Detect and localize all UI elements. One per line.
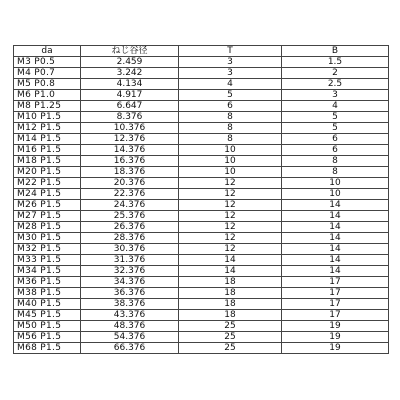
root-diameter-cell: 38.376 bbox=[81, 299, 179, 310]
root-diameter-cell: 36.376 bbox=[81, 288, 179, 299]
thread-size-cell: M56 P1.5 bbox=[14, 332, 81, 343]
t-cell: 12 bbox=[179, 211, 282, 222]
b-cell: 14 bbox=[282, 211, 389, 222]
table-row bbox=[14, 134, 389, 145]
root-diameter-cell: 4.917 bbox=[81, 90, 179, 101]
table-row bbox=[14, 321, 389, 332]
t-cell: 12 bbox=[179, 233, 282, 244]
b-cell: 17 bbox=[282, 299, 389, 310]
table-row bbox=[14, 178, 389, 189]
thread-size-cell: M4 P0.7 bbox=[14, 68, 81, 79]
thread-size-cell: M22 P1.5 bbox=[14, 178, 81, 189]
root-diameter-cell: 48.376 bbox=[81, 321, 179, 332]
thread-size-cell: M45 P1.5 bbox=[14, 310, 81, 321]
thread-size-cell: M8 P1.25 bbox=[14, 101, 81, 112]
table-row bbox=[14, 277, 389, 288]
table-row bbox=[14, 57, 389, 68]
t-cell: 8 bbox=[179, 112, 282, 123]
b-cell: 5 bbox=[282, 112, 389, 123]
table-row bbox=[14, 343, 389, 354]
thread-size-cell: M3 P0.5 bbox=[14, 57, 81, 68]
thread-size-cell: M5 P0.8 bbox=[14, 79, 81, 90]
t-cell: 4 bbox=[179, 79, 282, 90]
root-diameter-cell: 3.242 bbox=[81, 68, 179, 79]
b-cell: 14 bbox=[282, 222, 389, 233]
root-diameter-cell: 22.376 bbox=[81, 189, 179, 200]
table-row bbox=[14, 288, 389, 299]
thread-size-cell: M38 P1.5 bbox=[14, 288, 81, 299]
t-cell: 5 bbox=[179, 90, 282, 101]
thread-size-cell: M10 P1.5 bbox=[14, 112, 81, 123]
root-diameter-cell: 26.376 bbox=[81, 222, 179, 233]
b-cell: 3 bbox=[282, 90, 389, 101]
table-row bbox=[14, 68, 389, 79]
root-diameter-cell: 20.376 bbox=[81, 178, 179, 189]
b-cell: 17 bbox=[282, 310, 389, 321]
thread-size-cell: M20 P1.5 bbox=[14, 167, 81, 178]
table-row bbox=[14, 266, 389, 277]
root-diameter-cell: 4.134 bbox=[81, 79, 179, 90]
table-row bbox=[14, 156, 389, 167]
column-header-t: T bbox=[179, 46, 282, 57]
root-diameter-cell: 66.376 bbox=[81, 343, 179, 354]
t-cell: 3 bbox=[179, 57, 282, 68]
root-diameter-cell: 6.647 bbox=[81, 101, 179, 112]
t-cell: 10 bbox=[179, 156, 282, 167]
b-cell: 5 bbox=[282, 123, 389, 134]
b-cell: 8 bbox=[282, 156, 389, 167]
table-row bbox=[14, 101, 389, 112]
thread-size-cell: M6 P1.0 bbox=[14, 90, 81, 101]
t-cell: 18 bbox=[179, 299, 282, 310]
thread-size-cell: M28 P1.5 bbox=[14, 222, 81, 233]
root-diameter-cell: 8.376 bbox=[81, 112, 179, 123]
b-cell: 2.5 bbox=[282, 79, 389, 90]
b-cell: 14 bbox=[282, 244, 389, 255]
table-row bbox=[14, 211, 389, 222]
root-diameter-cell: 54.376 bbox=[81, 332, 179, 343]
table-header-row bbox=[14, 46, 389, 57]
column-header-b: B bbox=[282, 46, 389, 57]
table-row bbox=[14, 255, 389, 266]
thread-size-cell: M36 P1.5 bbox=[14, 277, 81, 288]
root-diameter-cell: 24.376 bbox=[81, 200, 179, 211]
t-cell: 10 bbox=[179, 145, 282, 156]
thread-size-cell: M18 P1.5 bbox=[14, 156, 81, 167]
table-row bbox=[14, 200, 389, 211]
t-cell: 12 bbox=[179, 222, 282, 233]
thread-size-cell: M30 P1.5 bbox=[14, 233, 81, 244]
table-row bbox=[14, 167, 389, 178]
t-cell: 25 bbox=[179, 343, 282, 354]
table-row bbox=[14, 310, 389, 321]
b-cell: 4 bbox=[282, 101, 389, 112]
b-cell: 17 bbox=[282, 277, 389, 288]
table-row bbox=[14, 189, 389, 200]
table-row bbox=[14, 145, 389, 156]
thread-size-cell: M33 P1.5 bbox=[14, 255, 81, 266]
thread-spec-table bbox=[13, 45, 389, 354]
root-diameter-cell: 30.376 bbox=[81, 244, 179, 255]
spec-sheet bbox=[13, 45, 388, 354]
b-cell: 6 bbox=[282, 134, 389, 145]
t-cell: 14 bbox=[179, 255, 282, 266]
table-row bbox=[14, 90, 389, 101]
t-cell: 18 bbox=[179, 277, 282, 288]
b-cell: 1.5 bbox=[282, 57, 389, 68]
root-diameter-cell: 12.376 bbox=[81, 134, 179, 145]
b-cell: 14 bbox=[282, 255, 389, 266]
b-cell: 19 bbox=[282, 332, 389, 343]
thread-size-cell: M12 P1.5 bbox=[14, 123, 81, 134]
b-cell: 19 bbox=[282, 321, 389, 332]
root-diameter-cell: 32.376 bbox=[81, 266, 179, 277]
t-cell: 25 bbox=[179, 321, 282, 332]
root-diameter-cell: 14.376 bbox=[81, 145, 179, 156]
thread-size-cell: M68 P1.5 bbox=[14, 343, 81, 354]
root-diameter-cell: 34.376 bbox=[81, 277, 179, 288]
root-diameter-cell: 16.376 bbox=[81, 156, 179, 167]
b-cell: 10 bbox=[282, 178, 389, 189]
t-cell: 12 bbox=[179, 189, 282, 200]
thread-size-cell: M16 P1.5 bbox=[14, 145, 81, 156]
thread-size-cell: M32 P1.5 bbox=[14, 244, 81, 255]
t-cell: 10 bbox=[179, 167, 282, 178]
b-cell: 10 bbox=[282, 189, 389, 200]
table-row bbox=[14, 332, 389, 343]
table-row bbox=[14, 79, 389, 90]
t-cell: 12 bbox=[179, 178, 282, 189]
b-cell: 17 bbox=[282, 288, 389, 299]
thread-size-cell: M24 P1.5 bbox=[14, 189, 81, 200]
t-cell: 18 bbox=[179, 310, 282, 321]
root-diameter-cell: 28.376 bbox=[81, 233, 179, 244]
thread-size-cell: M50 P1.5 bbox=[14, 321, 81, 332]
thread-size-cell: M27 P1.5 bbox=[14, 211, 81, 222]
thread-size-cell: M40 P1.5 bbox=[14, 299, 81, 310]
thread-size-cell: M34 P1.5 bbox=[14, 266, 81, 277]
thread-size-cell: M26 P1.5 bbox=[14, 200, 81, 211]
table-row bbox=[14, 299, 389, 310]
b-cell: 2 bbox=[282, 68, 389, 79]
root-diameter-cell: 43.376 bbox=[81, 310, 179, 321]
t-cell: 18 bbox=[179, 288, 282, 299]
b-cell: 19 bbox=[282, 343, 389, 354]
column-header-root-diameter: ねじ谷径 bbox=[81, 46, 179, 57]
column-header-da: da bbox=[14, 46, 81, 57]
t-cell: 25 bbox=[179, 332, 282, 343]
root-diameter-cell: 2.459 bbox=[81, 57, 179, 68]
t-cell: 6 bbox=[179, 101, 282, 112]
b-cell: 6 bbox=[282, 145, 389, 156]
table-row bbox=[14, 244, 389, 255]
root-diameter-cell: 31.376 bbox=[81, 255, 179, 266]
root-diameter-cell: 10.376 bbox=[81, 123, 179, 134]
b-cell: 14 bbox=[282, 266, 389, 277]
table-row bbox=[14, 233, 389, 244]
t-cell: 8 bbox=[179, 134, 282, 145]
t-cell: 12 bbox=[179, 200, 282, 211]
root-diameter-cell: 18.376 bbox=[81, 167, 179, 178]
t-cell: 14 bbox=[179, 266, 282, 277]
b-cell: 14 bbox=[282, 200, 389, 211]
t-cell: 8 bbox=[179, 123, 282, 134]
thread-size-cell: M14 P1.5 bbox=[14, 134, 81, 145]
table-row bbox=[14, 123, 389, 134]
b-cell: 14 bbox=[282, 233, 389, 244]
root-diameter-cell: 25.376 bbox=[81, 211, 179, 222]
b-cell: 8 bbox=[282, 167, 389, 178]
t-cell: 3 bbox=[179, 68, 282, 79]
table-row bbox=[14, 112, 389, 123]
table-row bbox=[14, 222, 389, 233]
t-cell: 12 bbox=[179, 244, 282, 255]
